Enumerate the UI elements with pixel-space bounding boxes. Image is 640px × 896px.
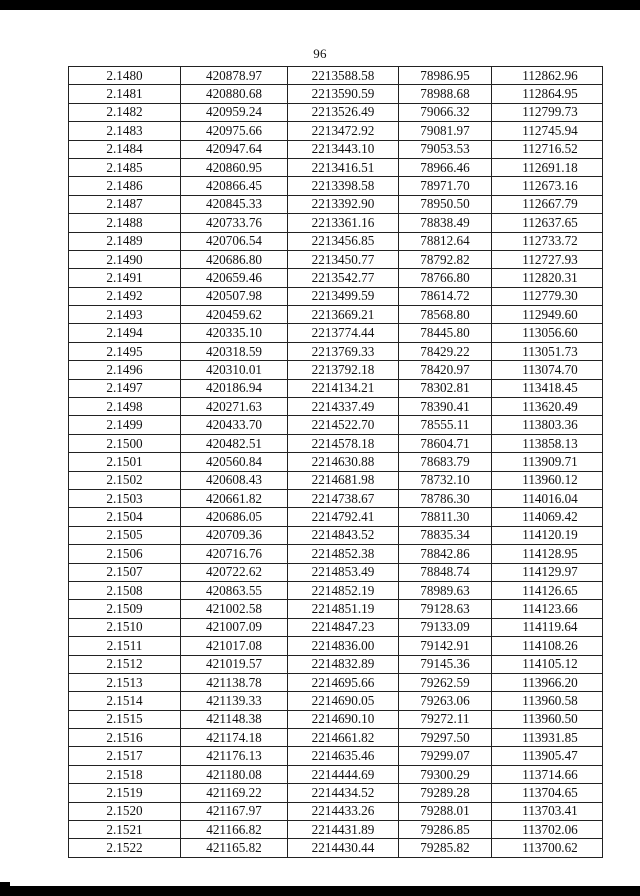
table-cell: 420608.43 xyxy=(181,471,288,489)
table-cell: 420686.05 xyxy=(181,508,288,526)
table-cell: 78989.63 xyxy=(399,581,492,599)
table-row xyxy=(69,581,603,599)
table-cell: 2213398.58 xyxy=(288,177,399,195)
table-cell: 112799.73 xyxy=(492,103,603,121)
table-cell: 79262.59 xyxy=(399,673,492,691)
table-cell: 2214843.52 xyxy=(288,526,399,544)
table-cell: 2.1484 xyxy=(69,140,181,158)
table-cell: 78766.80 xyxy=(399,269,492,287)
table-row xyxy=(69,379,603,397)
table-cell: 420959.24 xyxy=(181,103,288,121)
table-cell: 2.1493 xyxy=(69,306,181,324)
table-cell: 78848.74 xyxy=(399,563,492,581)
table-cell: 420335.10 xyxy=(181,324,288,342)
table-cell: 114123.66 xyxy=(492,600,603,618)
table-cell: 2214738.67 xyxy=(288,489,399,507)
table-body xyxy=(69,67,603,858)
table-cell: 78838.49 xyxy=(399,214,492,232)
table-cell: 2214792.41 xyxy=(288,508,399,526)
table-cell: 420482.51 xyxy=(181,434,288,452)
table-cell: 2.1485 xyxy=(69,158,181,176)
table-cell: 421166.82 xyxy=(181,821,288,839)
table-cell: 2.1520 xyxy=(69,802,181,820)
table-row xyxy=(69,471,603,489)
table-row xyxy=(69,692,603,710)
table-cell: 2214661.82 xyxy=(288,729,399,747)
table-cell: 2.1518 xyxy=(69,765,181,783)
table-cell: 2.1488 xyxy=(69,214,181,232)
table-cell: 2214690.10 xyxy=(288,710,399,728)
table-row xyxy=(69,526,603,544)
scan-edge-bottom xyxy=(10,886,640,896)
table-cell: 2214444.69 xyxy=(288,765,399,783)
table-cell: 78986.95 xyxy=(399,67,492,85)
table-row xyxy=(69,618,603,636)
table-row xyxy=(69,655,603,673)
scan-edge-top xyxy=(0,0,640,10)
table-row xyxy=(69,765,603,783)
table-cell: 421174.18 xyxy=(181,729,288,747)
table-cell: 113620.49 xyxy=(492,398,603,416)
table-row xyxy=(69,784,603,802)
table-row xyxy=(69,637,603,655)
table-row xyxy=(69,67,603,85)
table-cell: 2214635.46 xyxy=(288,747,399,765)
table-cell: 2.1497 xyxy=(69,379,181,397)
table-cell: 420686.80 xyxy=(181,250,288,268)
table-cell: 114126.65 xyxy=(492,581,603,599)
table-cell: 112745.94 xyxy=(492,122,603,140)
table-cell: 78555.11 xyxy=(399,416,492,434)
table-cell: 2.1522 xyxy=(69,839,181,857)
table-row xyxy=(69,600,603,618)
table-cell: 2214847.23 xyxy=(288,618,399,636)
table-cell: 421148.38 xyxy=(181,710,288,728)
table-cell: 114129.97 xyxy=(492,563,603,581)
table-row xyxy=(69,747,603,765)
table-cell: 421169.22 xyxy=(181,784,288,802)
table-cell: 112820.31 xyxy=(492,269,603,287)
table-cell: 2.1494 xyxy=(69,324,181,342)
table-row xyxy=(69,250,603,268)
table-cell: 112637.65 xyxy=(492,214,603,232)
table-cell: 113702.06 xyxy=(492,821,603,839)
table-cell: 112716.52 xyxy=(492,140,603,158)
table-cell: 78445.80 xyxy=(399,324,492,342)
table-cell: 2.1501 xyxy=(69,453,181,471)
table-cell: 2214852.38 xyxy=(288,545,399,563)
table-cell: 2213769.33 xyxy=(288,342,399,360)
table-cell: 2214430.44 xyxy=(288,839,399,857)
table-cell: 78614.72 xyxy=(399,287,492,305)
table-cell: 78420.97 xyxy=(399,361,492,379)
table-cell: 2213416.51 xyxy=(288,158,399,176)
table-cell: 2213590.59 xyxy=(288,85,399,103)
table-cell: 112862.96 xyxy=(492,67,603,85)
table-cell: 420459.62 xyxy=(181,306,288,324)
table-cell: 78302.81 xyxy=(399,379,492,397)
table-cell: 79289.28 xyxy=(399,784,492,802)
table-cell: 112727.93 xyxy=(492,250,603,268)
table-cell: 113931.85 xyxy=(492,729,603,747)
table-cell: 420706.54 xyxy=(181,232,288,250)
table-cell: 112949.60 xyxy=(492,306,603,324)
table-cell: 78792.82 xyxy=(399,250,492,268)
table-cell: 79133.09 xyxy=(399,618,492,636)
table-cell: 78786.30 xyxy=(399,489,492,507)
scan-edge-corner xyxy=(0,882,10,896)
table-cell: 2.1507 xyxy=(69,563,181,581)
table-cell: 79066.32 xyxy=(399,103,492,121)
table-cell: 78683.79 xyxy=(399,453,492,471)
table-cell: 113056.60 xyxy=(492,324,603,342)
table-cell: 2214630.88 xyxy=(288,453,399,471)
table-row xyxy=(69,729,603,747)
table-cell: 2214690.05 xyxy=(288,692,399,710)
table-cell: 2.1487 xyxy=(69,195,181,213)
table-row xyxy=(69,122,603,140)
table-cell: 113909.71 xyxy=(492,453,603,471)
table-cell: 2.1511 xyxy=(69,637,181,655)
table-cell: 2.1503 xyxy=(69,489,181,507)
table-cell: 420507.98 xyxy=(181,287,288,305)
table-cell: 2.1506 xyxy=(69,545,181,563)
table-cell: 421139.33 xyxy=(181,692,288,710)
table-cell: 113905.47 xyxy=(492,747,603,765)
table-cell: 420866.45 xyxy=(181,177,288,195)
table-cell: 2.1490 xyxy=(69,250,181,268)
table-cell: 2213774.44 xyxy=(288,324,399,342)
table-cell: 113960.12 xyxy=(492,471,603,489)
table-row xyxy=(69,821,603,839)
table-cell: 2213526.49 xyxy=(288,103,399,121)
table-row xyxy=(69,195,603,213)
table-cell: 2213392.90 xyxy=(288,195,399,213)
table-cell: 2.1481 xyxy=(69,85,181,103)
table-row xyxy=(69,802,603,820)
table-cell: 2213542.77 xyxy=(288,269,399,287)
table-cell: 420709.36 xyxy=(181,526,288,544)
table-row xyxy=(69,324,603,342)
coordinate-table-container xyxy=(68,66,602,858)
table-cell: 113700.62 xyxy=(492,839,603,857)
table-cell: 78429.22 xyxy=(399,342,492,360)
table-cell: 114016.04 xyxy=(492,489,603,507)
table-row xyxy=(69,85,603,103)
table-cell: 2214853.49 xyxy=(288,563,399,581)
table-cell: 2214433.26 xyxy=(288,802,399,820)
table-row xyxy=(69,545,603,563)
table-cell: 2213669.21 xyxy=(288,306,399,324)
table-cell: 79300.29 xyxy=(399,765,492,783)
table-cell: 112779.30 xyxy=(492,287,603,305)
table-cell: 420560.84 xyxy=(181,453,288,471)
table-cell: 78568.80 xyxy=(399,306,492,324)
table-cell: 420310.01 xyxy=(181,361,288,379)
coordinate-table xyxy=(68,66,603,858)
table-cell: 421002.58 xyxy=(181,600,288,618)
table-row xyxy=(69,416,603,434)
table-row xyxy=(69,563,603,581)
table-row xyxy=(69,287,603,305)
table-cell: 420733.76 xyxy=(181,214,288,232)
table-cell: 113704.65 xyxy=(492,784,603,802)
table-cell: 2213472.92 xyxy=(288,122,399,140)
table-cell: 113803.36 xyxy=(492,416,603,434)
table-cell: 2.1521 xyxy=(69,821,181,839)
table-cell: 421007.09 xyxy=(181,618,288,636)
table-cell: 2.1513 xyxy=(69,673,181,691)
table-cell: 421176.13 xyxy=(181,747,288,765)
table-cell: 2214434.52 xyxy=(288,784,399,802)
table-cell: 113858.13 xyxy=(492,434,603,452)
table-cell: 2214522.70 xyxy=(288,416,399,434)
table-cell: 2214836.00 xyxy=(288,637,399,655)
table-cell: 114128.95 xyxy=(492,545,603,563)
table-cell: 78842.86 xyxy=(399,545,492,563)
table-cell: 112864.95 xyxy=(492,85,603,103)
table-row xyxy=(69,306,603,324)
table-cell: 420659.46 xyxy=(181,269,288,287)
table-cell: 113960.58 xyxy=(492,692,603,710)
table-row xyxy=(69,434,603,452)
table-cell: 78811.30 xyxy=(399,508,492,526)
table-cell: 2.1515 xyxy=(69,710,181,728)
table-row xyxy=(69,710,603,728)
table-cell: 113960.50 xyxy=(492,710,603,728)
table-cell: 2.1491 xyxy=(69,269,181,287)
table-row xyxy=(69,361,603,379)
table-cell: 421167.97 xyxy=(181,802,288,820)
table-cell: 113966.20 xyxy=(492,673,603,691)
table-row xyxy=(69,453,603,471)
table-cell: 2213456.85 xyxy=(288,232,399,250)
table-cell: 2.1502 xyxy=(69,471,181,489)
table-cell: 2213361.16 xyxy=(288,214,399,232)
table-cell: 420271.63 xyxy=(181,398,288,416)
table-row xyxy=(69,398,603,416)
table-cell: 420947.64 xyxy=(181,140,288,158)
table-row xyxy=(69,232,603,250)
table-cell: 78988.68 xyxy=(399,85,492,103)
table-cell: 2.1514 xyxy=(69,692,181,710)
table-cell: 421165.82 xyxy=(181,839,288,857)
table-cell: 2214681.98 xyxy=(288,471,399,489)
table-cell: 114105.12 xyxy=(492,655,603,673)
table-cell: 2.1483 xyxy=(69,122,181,140)
table-cell: 2.1508 xyxy=(69,581,181,599)
table-cell: 2214337.49 xyxy=(288,398,399,416)
table-cell: 2.1482 xyxy=(69,103,181,121)
table-cell: 78812.64 xyxy=(399,232,492,250)
table-cell: 2.1492 xyxy=(69,287,181,305)
table-cell: 2.1496 xyxy=(69,361,181,379)
table-cell: 2.1480 xyxy=(69,67,181,85)
table-cell: 420878.97 xyxy=(181,67,288,85)
table-cell: 2213450.77 xyxy=(288,250,399,268)
table-cell: 2214851.19 xyxy=(288,600,399,618)
table-cell: 114119.64 xyxy=(492,618,603,636)
table-cell: 2214134.21 xyxy=(288,379,399,397)
table-cell: 79299.07 xyxy=(399,747,492,765)
table-cell: 112733.72 xyxy=(492,232,603,250)
table-cell: 2213588.58 xyxy=(288,67,399,85)
table-cell: 113418.45 xyxy=(492,379,603,397)
page-number: 96 xyxy=(313,46,327,61)
table-cell: 421017.08 xyxy=(181,637,288,655)
table-cell: 79145.36 xyxy=(399,655,492,673)
table-cell: 420860.95 xyxy=(181,158,288,176)
table-cell: 420716.76 xyxy=(181,545,288,563)
table-cell: 2.1505 xyxy=(69,526,181,544)
table-cell: 79285.82 xyxy=(399,839,492,857)
table-cell: 420880.68 xyxy=(181,85,288,103)
table-row xyxy=(69,103,603,121)
table-cell: 420975.66 xyxy=(181,122,288,140)
table-cell: 112667.79 xyxy=(492,195,603,213)
table-cell: 78732.10 xyxy=(399,471,492,489)
table-cell: 113714.66 xyxy=(492,765,603,783)
table-cell: 79297.50 xyxy=(399,729,492,747)
table-cell: 2.1519 xyxy=(69,784,181,802)
table-cell: 79286.85 xyxy=(399,821,492,839)
table-row xyxy=(69,839,603,857)
table-cell: 79142.91 xyxy=(399,637,492,655)
table-cell: 78604.71 xyxy=(399,434,492,452)
table-cell: 114069.42 xyxy=(492,508,603,526)
table-cell: 79272.11 xyxy=(399,710,492,728)
table-cell: 79128.63 xyxy=(399,600,492,618)
table-cell: 2214431.89 xyxy=(288,821,399,839)
table-cell: 2214852.19 xyxy=(288,581,399,599)
table-cell: 2.1504 xyxy=(69,508,181,526)
table-cell: 113051.73 xyxy=(492,342,603,360)
table-cell: 2.1498 xyxy=(69,398,181,416)
table-cell: 114108.26 xyxy=(492,637,603,655)
table-cell: 2214695.66 xyxy=(288,673,399,691)
table-cell: 112673.16 xyxy=(492,177,603,195)
table-cell: 421138.78 xyxy=(181,673,288,691)
table-cell: 2.1512 xyxy=(69,655,181,673)
table-cell: 420722.62 xyxy=(181,563,288,581)
table-row xyxy=(69,508,603,526)
table-cell: 78835.34 xyxy=(399,526,492,544)
table-cell: 421019.57 xyxy=(181,655,288,673)
table-cell: 113074.70 xyxy=(492,361,603,379)
table-row xyxy=(69,158,603,176)
table-cell: 2.1510 xyxy=(69,618,181,636)
table-cell: 2.1500 xyxy=(69,434,181,452)
table-cell: 421180.08 xyxy=(181,765,288,783)
table-cell: 2214832.89 xyxy=(288,655,399,673)
table-cell: 420661.82 xyxy=(181,489,288,507)
table-cell: 2.1499 xyxy=(69,416,181,434)
table-cell: 2.1516 xyxy=(69,729,181,747)
table-cell: 2213499.59 xyxy=(288,287,399,305)
table-cell: 79053.53 xyxy=(399,140,492,158)
table-cell: 420186.94 xyxy=(181,379,288,397)
table-row xyxy=(69,177,603,195)
table-cell: 2.1489 xyxy=(69,232,181,250)
table-cell: 114120.19 xyxy=(492,526,603,544)
table-cell: 2.1517 xyxy=(69,747,181,765)
table-row xyxy=(69,673,603,691)
table-cell: 79288.01 xyxy=(399,802,492,820)
table-cell: 420433.70 xyxy=(181,416,288,434)
table-cell: 79263.06 xyxy=(399,692,492,710)
table-cell: 2.1509 xyxy=(69,600,181,618)
table-row xyxy=(69,269,603,287)
table-cell: 420318.59 xyxy=(181,342,288,360)
table-row xyxy=(69,342,603,360)
table-cell: 78950.50 xyxy=(399,195,492,213)
table-row xyxy=(69,489,603,507)
table-cell: 2213443.10 xyxy=(288,140,399,158)
table-cell: 79081.97 xyxy=(399,122,492,140)
table-cell: 78966.46 xyxy=(399,158,492,176)
table-cell: 2213792.18 xyxy=(288,361,399,379)
table-cell: 78971.70 xyxy=(399,177,492,195)
table-row xyxy=(69,140,603,158)
table-cell: 2.1486 xyxy=(69,177,181,195)
table-cell: 2214578.18 xyxy=(288,434,399,452)
table-cell: 420845.33 xyxy=(181,195,288,213)
table-cell: 113703.41 xyxy=(492,802,603,820)
table-cell: 420863.55 xyxy=(181,581,288,599)
table-cell: 112691.18 xyxy=(492,158,603,176)
table-cell: 78390.41 xyxy=(399,398,492,416)
table-row xyxy=(69,214,603,232)
table-cell: 2.1495 xyxy=(69,342,181,360)
